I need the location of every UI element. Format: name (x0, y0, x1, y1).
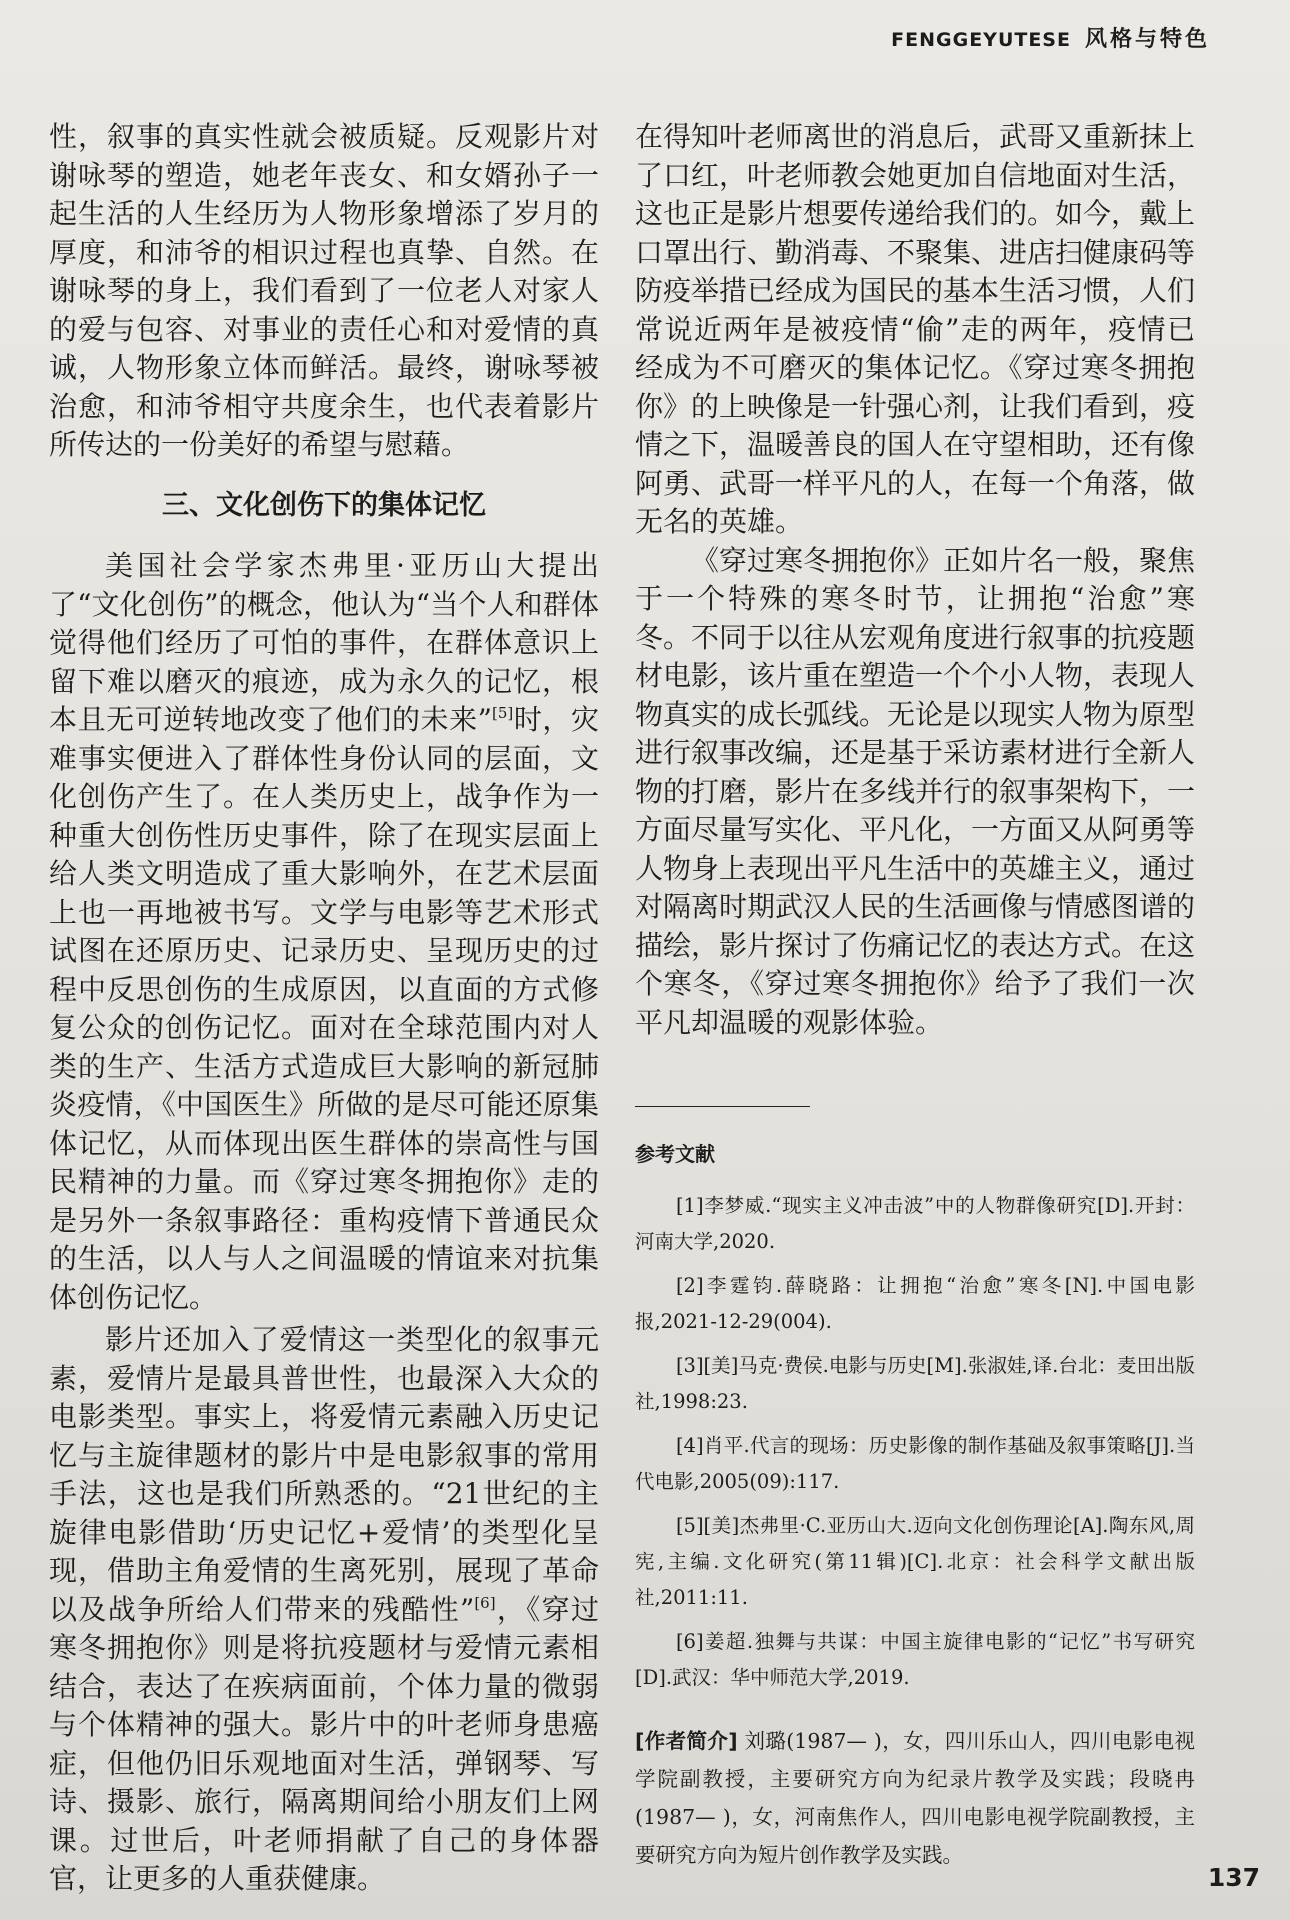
reference-item: [6]姜超.独舞与共谋：中国主旋律电影的“记忆”书写研究[D].武汉：华中师范大学,2019. (635, 1629, 1195, 1689)
paragraph-romance-element (49, 1321, 599, 1899)
reference-item: [4]肖平.代言的现场：历史影像的制作基础及叙事策略[J].当代电影,2005(09):117. (635, 1433, 1195, 1493)
header-section-name: 风格与特色 (1084, 27, 1210, 52)
author-bio-label: [作者简介] (635, 1728, 738, 1753)
paragraph-continued: 性，叙事的真实性就会被质疑。反观影片对谢咏琴的塑造，她老年丧女、和女婿孙子一起生活的人生经历为人物形象增添了岁月的厚度，和沛爷的相识过程也真挚、自然。在谢咏琴的身上，我们看到了一位老人对家人的爱与包容、对事业的责任心和对爱情的真诚，人物形象立体而鲜活。最终，谢咏琴被治愈，和沛爷相守共度余生，也代表着影片所传达的一份美好的希望与慰藉。 (49, 120, 599, 461)
reference-item: [3][美]马克·费侯.电影与历史[M].张淑娃,译.台北：麦田出版社,1998:23. (635, 1353, 1195, 1413)
references-divider (635, 1106, 810, 1107)
paragraph-text: ，《穿过寒冬拥抱你》则是将抗疫题材与爱情元素相结合，表达了在疾病面前，个体力量的微弱与个体精神的强大。影片中的叶老师身患癌症，但他仍旧乐观地面对生活，弹钢琴、写诗、摄影、旅行，隔离期间给小朋友们上网课。过世后，叶老师捐献了自己的身体器官，让更多的人重获健康。 (49, 1592, 599, 1895)
right-column (635, 118, 1195, 1874)
paragraph-text: 影片还加入了爱情这一类型化的叙事元素，爱情片是最具普世性，也最深入大众的电影类型。事实上，将爱情元素融入历史记忆与主旋律题材的影片中是电影叙事的常用手法，这也是我们所熟悉的。“21世纪的主旋律电影借助‘历史记忆+爱情’的类型化呈现，借助主角爱情的生离死别，展现了革命以及战争所给人们带来的残酷性” (49, 1323, 599, 1626)
running-header (891, 22, 1210, 53)
references-title: 参考文献 (635, 1142, 715, 1166)
paragraph-text: 时，灾难事实便进入了群体性身份认同的层面，文化创伤产生了。在人类历史上，战争作为一种重大创伤性历史事件，除了在现实层面上给人类文明造成了重大影响外，在艺术层面上也一再地被书写。文学与电影等艺术形式试图在还原历史、记录历史、呈现历史的过程中反思创伤的生成原因，以直面的方式修复公众的创伤记忆。面对在全球范围内对人类的生产、生活方式造成巨大影响的新冠肺炎疫情，《中国医生》所做的是尽可能还原集体记忆，从而体现出医生群体的崇高性与国民精神的力量。而《穿过寒冬拥抱你》走的是另外一条叙事路径：重构疫情下普通民众的生活，以人与人之间温暖的情谊来对抗集体创伤记忆。 (49, 703, 599, 1314)
page-number: 137 (1207, 1863, 1260, 1892)
citation-marker: [5] (492, 704, 514, 722)
paragraph-conclusion: 《穿过寒冬拥抱你》正如片名一般，聚焦于一个特殊的寒冬时节，让拥抱“治愈”寒冬。不同于以往从宏观角度进行叙事的抗疫题材电影，该片重在塑造一个个小人物，表现人物真实的成长弧线。无论是以现实人物为原型进行叙事改编，还是基于采访素材进行全新人物的打磨，影片在多线并行的叙事架构下，一方面尽量写实化、平凡化，一方面又从阿勇等人物身上表现出平凡生活中的英雄主义，通过对隔离时期武汉人民的生活画像与情感图谱的描绘，影片探讨了伤痛记忆的表达方式。在这个寒冬，《穿过寒冬拥抱你》给予了我们一次平凡却温暖的观影体验。 (635, 543, 1196, 1039)
author-bio (635, 1722, 1195, 1874)
reference-item: [1]李梦威.“现实主义冲击波”中的人物群像研究[D].开封：河南大学,2020. (635, 1193, 1195, 1253)
paragraph-text: 美国社会学家杰弗里·亚历山大提出了“文化创伤”的概念，他认为“当个人和群体觉得他们经历了可怕的事件，在群体意识上留下难以磨灭的痕迹，成为永久的记忆，根本且无可逆转地改变了他们的未来” (49, 549, 599, 736)
section-heading: 三、文化创伤下的集体记忆 (162, 489, 486, 521)
paragraph-continued: 在得知叶老师离世的消息后，武哥又重新抹上了口红，叶老师教会她更加自信地面对生活，这也正是影片想要传递给我们的。如今，戴上口罩出行、勤消毒、不聚集、进店扫健康码等防疫举措已经成为国民的基本生活习惯，人们常说近两年是被疫情“偷”走的两年，疫情已经成为不可磨灭的集体记忆。《穿过寒冬拥抱你》的上映像是一针强心剂，让我们看到，疫情之下，温暖善良的国人在守望相助，还有像阿勇、武哥一样平凡的人，在每一个角落，做无名的英雄。 (635, 120, 1196, 538)
paragraph-cultural-trauma (49, 547, 599, 1317)
author-bio-text: 刘璐(1987— )，女，四川乐山人，四川电影电视学院副教授，主要研究方向为纪录片教学及实践；段晓冉(1987— )，女，河南焦作人，四川电影电视学院副教授，主要研究方向为短片创作教学及实践。 (635, 1728, 1195, 1867)
citation-marker: [6] (474, 1593, 496, 1612)
reference-item: [5][美]杰弗里·C.亚历山大.迈向文化创伤理论[A].陶东风,周宪,主编.文化研究(第11辑)[C].北京：社会科学文献出版社,2011:11. (635, 1513, 1195, 1609)
header-pinyin: FENGGEYUTESE (891, 29, 1071, 51)
left-column (49, 118, 599, 1899)
reference-item: [2]李霆钧.薛晓路：让拥抱“治愈”寒冬[N].中国电影报,2021-12-29(004). (635, 1273, 1195, 1333)
